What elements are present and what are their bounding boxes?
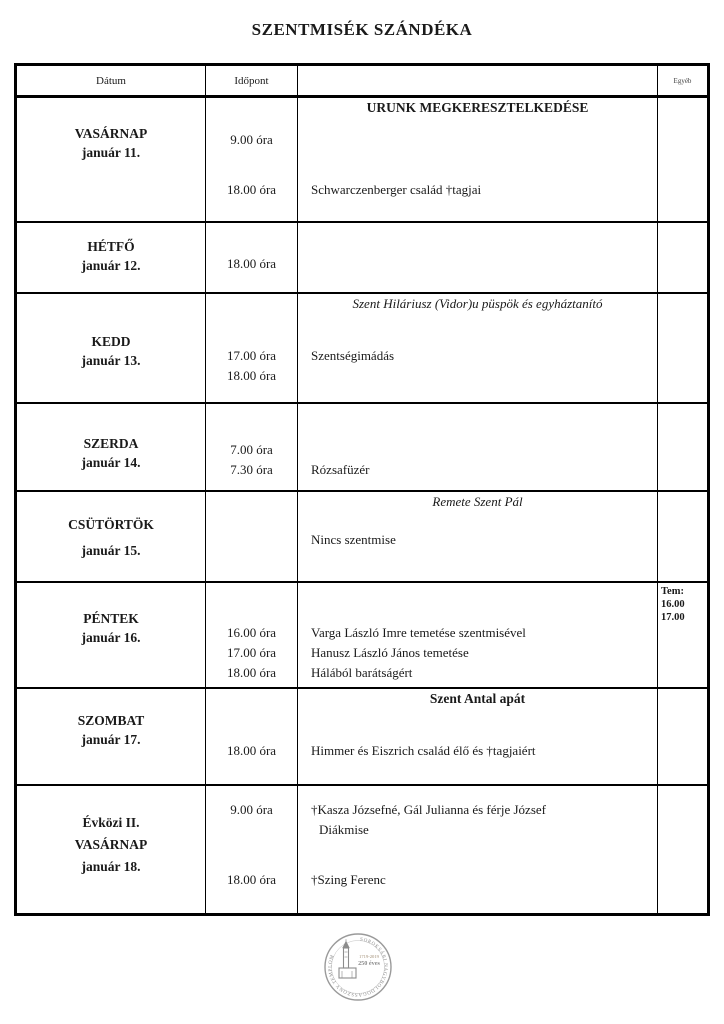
date-label: január 14.: [81, 455, 141, 470]
day-name: HÉTFŐ: [87, 239, 135, 254]
date-label: január 17.: [81, 732, 141, 747]
page-title: SZENTMISÉK SZÁNDÉKA: [251, 20, 473, 39]
time-cell: [206, 294, 298, 404]
church-tower-icon: [339, 939, 356, 978]
seal-anniversary: 250 éves: [358, 960, 380, 967]
time-cell: [206, 786, 298, 913]
funeral-note: [661, 585, 706, 624]
time-label: 16.00 óra: [226, 625, 277, 640]
intention-cell: [298, 492, 658, 583]
feast-label: Szent Hiláriusz (Vidor)u püspök és egyháztanító: [352, 296, 603, 311]
time-cell: [206, 223, 298, 294]
intention-text: Szentségimádás: [311, 348, 395, 363]
svg-text:SOROKSÁRI NAGYBOLDOGASSZONY TE: [328, 938, 387, 997]
day-name: Évközi II.: [82, 815, 140, 830]
funeral-note-line: Tem:: [661, 586, 684, 597]
other-cell: [658, 786, 707, 913]
intention-text: Varga László Imre temetése szentmisével: [311, 625, 526, 640]
funeral-note-line: 17.00: [661, 612, 685, 623]
intention-cell: [298, 404, 658, 492]
day-date: [17, 237, 205, 275]
church-seal-graphic: [322, 931, 394, 1003]
mass-schedule-table: [14, 63, 710, 916]
intention-text: Rózsafüzér: [311, 462, 370, 477]
date-label: január 11.: [81, 145, 141, 160]
time-cell: [206, 492, 298, 583]
date-cell: [17, 492, 206, 583]
intention-text: †Szing Ferenc: [311, 872, 386, 887]
day-date: [17, 812, 205, 878]
other-cell: [658, 294, 707, 404]
day-name: PÉNTEK: [83, 611, 139, 626]
other-cell: [658, 404, 707, 492]
column-header-date: Dátum: [17, 66, 206, 98]
intention-cell: [298, 786, 658, 913]
feast-label: URUNK MEGKERESZTELKEDÉSE: [366, 100, 589, 115]
day-date: [17, 609, 205, 647]
time-cell: [206, 404, 298, 492]
time-label: 9.00 óra: [230, 802, 273, 817]
column-header-intention: [298, 66, 658, 98]
seal-rim-text: SOROKSÁRI NAGYBOLDOGASSZONY TEMPLOM: [328, 937, 388, 997]
day-date: [17, 124, 205, 162]
time-list: [206, 623, 297, 683]
date-label: január 12.: [81, 258, 141, 273]
time-label: 18.00 óra: [226, 743, 277, 758]
intention-text: Schwarczenberger család †tagjai: [311, 182, 482, 197]
date-cell: [17, 98, 206, 223]
time-label: 18.00 óra: [226, 182, 277, 197]
time-label: 17.00 óra: [226, 348, 277, 363]
time-label: 18.00 óra: [226, 872, 277, 887]
day-date: [17, 512, 205, 564]
time-list: [206, 346, 297, 386]
intention-text: †Kasza Józsefné, Gál Julianna és férje József: [311, 802, 546, 817]
day-date: [17, 434, 205, 472]
date-cell: [17, 294, 206, 404]
time-label: 7.30 óra: [230, 462, 273, 477]
church-seal: [322, 931, 394, 1003]
other-cell: [658, 98, 707, 223]
intention-list: [311, 623, 653, 683]
date-cell: [17, 689, 206, 786]
time-cell: [206, 689, 298, 786]
feast-label: Remete Szent Pál: [432, 494, 523, 509]
date-cell: [17, 223, 206, 294]
intention-text: Hálából barátságért: [311, 665, 413, 680]
day-name: KEDD: [91, 334, 131, 349]
seal-years: 1719-2019: [359, 954, 379, 959]
date-label: január 18.: [81, 859, 141, 874]
time-label: 9.00 óra: [230, 132, 273, 147]
time-label: 7.00 óra: [230, 442, 273, 457]
intention-cell: [298, 294, 658, 404]
day-name: SZERDA: [83, 436, 139, 451]
date-cell: [17, 404, 206, 492]
intention-text: Himmer és Eiszrich család élő és †tagjaiért: [311, 743, 536, 758]
other-cell: [658, 689, 707, 786]
date-cell: [17, 583, 206, 689]
day-name: VASÁRNAP: [74, 126, 148, 141]
intention-text: Diákmise: [319, 822, 369, 837]
intention-cell: [298, 689, 658, 786]
intention-cell: [298, 583, 658, 689]
date-label: január 13.: [81, 353, 141, 368]
date-cell: [17, 786, 206, 913]
day-name: SZOMBAT: [77, 713, 145, 728]
date-label: január 15.: [81, 543, 141, 558]
time-label: 18.00 óra: [226, 368, 277, 383]
intention-text: Hanusz László János temetése: [311, 645, 469, 660]
funeral-note-line: 16.00: [661, 599, 685, 610]
other-cell: [658, 492, 707, 583]
day-date: [17, 711, 205, 749]
time-list: [206, 440, 297, 480]
other-cell: [658, 223, 707, 294]
day-name: VASÁRNAP: [74, 837, 148, 852]
intention-cell: [298, 223, 658, 294]
time-label: 18.00 óra: [226, 665, 277, 680]
intention-text: Nincs szentmise: [311, 532, 396, 547]
other-cell: [658, 583, 707, 689]
column-header-other: Egyéb: [658, 66, 707, 98]
column-header-time: Időpont: [206, 66, 298, 98]
time-label: 18.00 óra: [226, 256, 277, 271]
day-date: [17, 332, 205, 370]
time-label: 17.00 óra: [226, 645, 277, 660]
day-name: CSÜTÖRTÖK: [68, 517, 154, 532]
intention-cell: [298, 98, 658, 223]
feast-label: Szent Antal apát: [429, 691, 526, 706]
date-label: január 16.: [81, 630, 141, 645]
time-cell: [206, 583, 298, 689]
time-cell: [206, 98, 298, 223]
